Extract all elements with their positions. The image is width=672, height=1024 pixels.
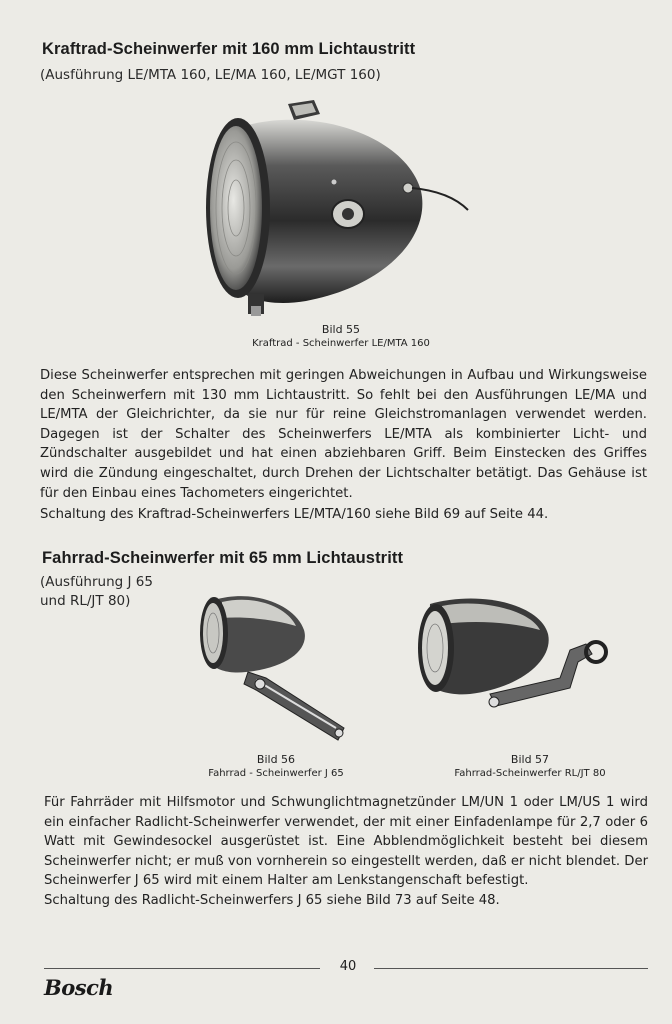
footer-rule-right — [374, 968, 648, 969]
section1-reference: Schaltung des Kraftrad-Scheinwerfers LE/MTA/160 siehe Bild 69 auf Seite 44. — [40, 507, 549, 523]
figure-56-number: Bild 56 — [256, 753, 296, 766]
figure-55-caption — [236, 323, 446, 351]
bosch-logo: Bosch — [44, 975, 114, 1000]
section2-body-text: Für Fahrräder mit Hilfsmotor und Schwunglichtmagnetzünder LM/UN 1 oder LM/US 1 wird ein einfacher Radlicht-Scheinwerfer verwendet, der mit einer Einfadenlampe für 2,7 oder 6 Watt mit Gewindesockel ausgerüstet ist. Eine Abblendmöglichkeit besteht bei diesem Scheinwerfer nicht; er muß von vornherein so eingestellt werden, daß er nicht blendet. Der Scheinwerfer J 65 wird mit einem Halter am Lenkstangenschaft befestigt. — [44, 795, 648, 889]
section2-subtitle-line2: und RL/JT 80) — [40, 593, 131, 609]
figure-57-bicycle-headlamp — [410, 590, 620, 720]
figure-56-caption — [186, 753, 366, 781]
section2-subtitle-line1: (Ausführung J 65 — [40, 574, 153, 590]
section2-body — [44, 793, 648, 911]
figure-56-bicycle-headlamp — [196, 588, 356, 748]
figure-57-caption — [430, 753, 630, 781]
figure-55-title: Kraftrad - Scheinwerfer LE/MTA 160 — [252, 338, 430, 349]
figure-55-number: Bild 55 — [321, 323, 361, 336]
section2-heading: Fahrrad-Scheinwerfer mit 65 mm Lichtaustritt — [42, 549, 404, 567]
section1-body-text: Diese Scheinwerfer entsprechen mit geringen Abweichungen in Aufbau und Wirkungsweise den Scheinwerfern mit 130 mm Lichtaustritt. So fehlt bei den Ausführungen LE/MA und LE/MTA der Gleichrichter, da sie nur für reine Gleichstromanlagen verwendet werden. Dagegen ist der Schalter des Scheinwerfers LE/MTA als kombinierter Licht- und Zündschalter ausgebildet und hat einen abziehbaren Griff. Beim Einstecken des Griffes wird die Zündung eingeschaltet, durch Drehen der Lichtschalter betätigt. Das Gehäuse ist für den Einbau eines Tachometers eingerichtet. — [40, 368, 647, 501]
figure-56-title: Fahrrad - Scheinwerfer J 65 — [208, 768, 344, 779]
figure-55-motorcycle-headlamp — [196, 96, 476, 326]
figure-57-number: Bild 57 — [510, 753, 550, 766]
footer-rule-left — [44, 968, 320, 969]
section1-body — [40, 366, 647, 525]
page-number: 40 — [339, 959, 357, 974]
figure-57-title: Fahrrad-Scheinwerfer RL/JT 80 — [454, 768, 606, 779]
section2-reference: Schaltung des Radlicht-Scheinwerfers J 65 siehe Bild 73 auf Seite 48. — [44, 892, 500, 908]
section1-heading: Kraftrad-Scheinwerfer mit 160 mm Lichtaustritt — [42, 40, 416, 58]
section1-subtitle: (Ausführung LE/MTA 160, LE/MA 160, LE/MGT 160) — [40, 67, 381, 83]
